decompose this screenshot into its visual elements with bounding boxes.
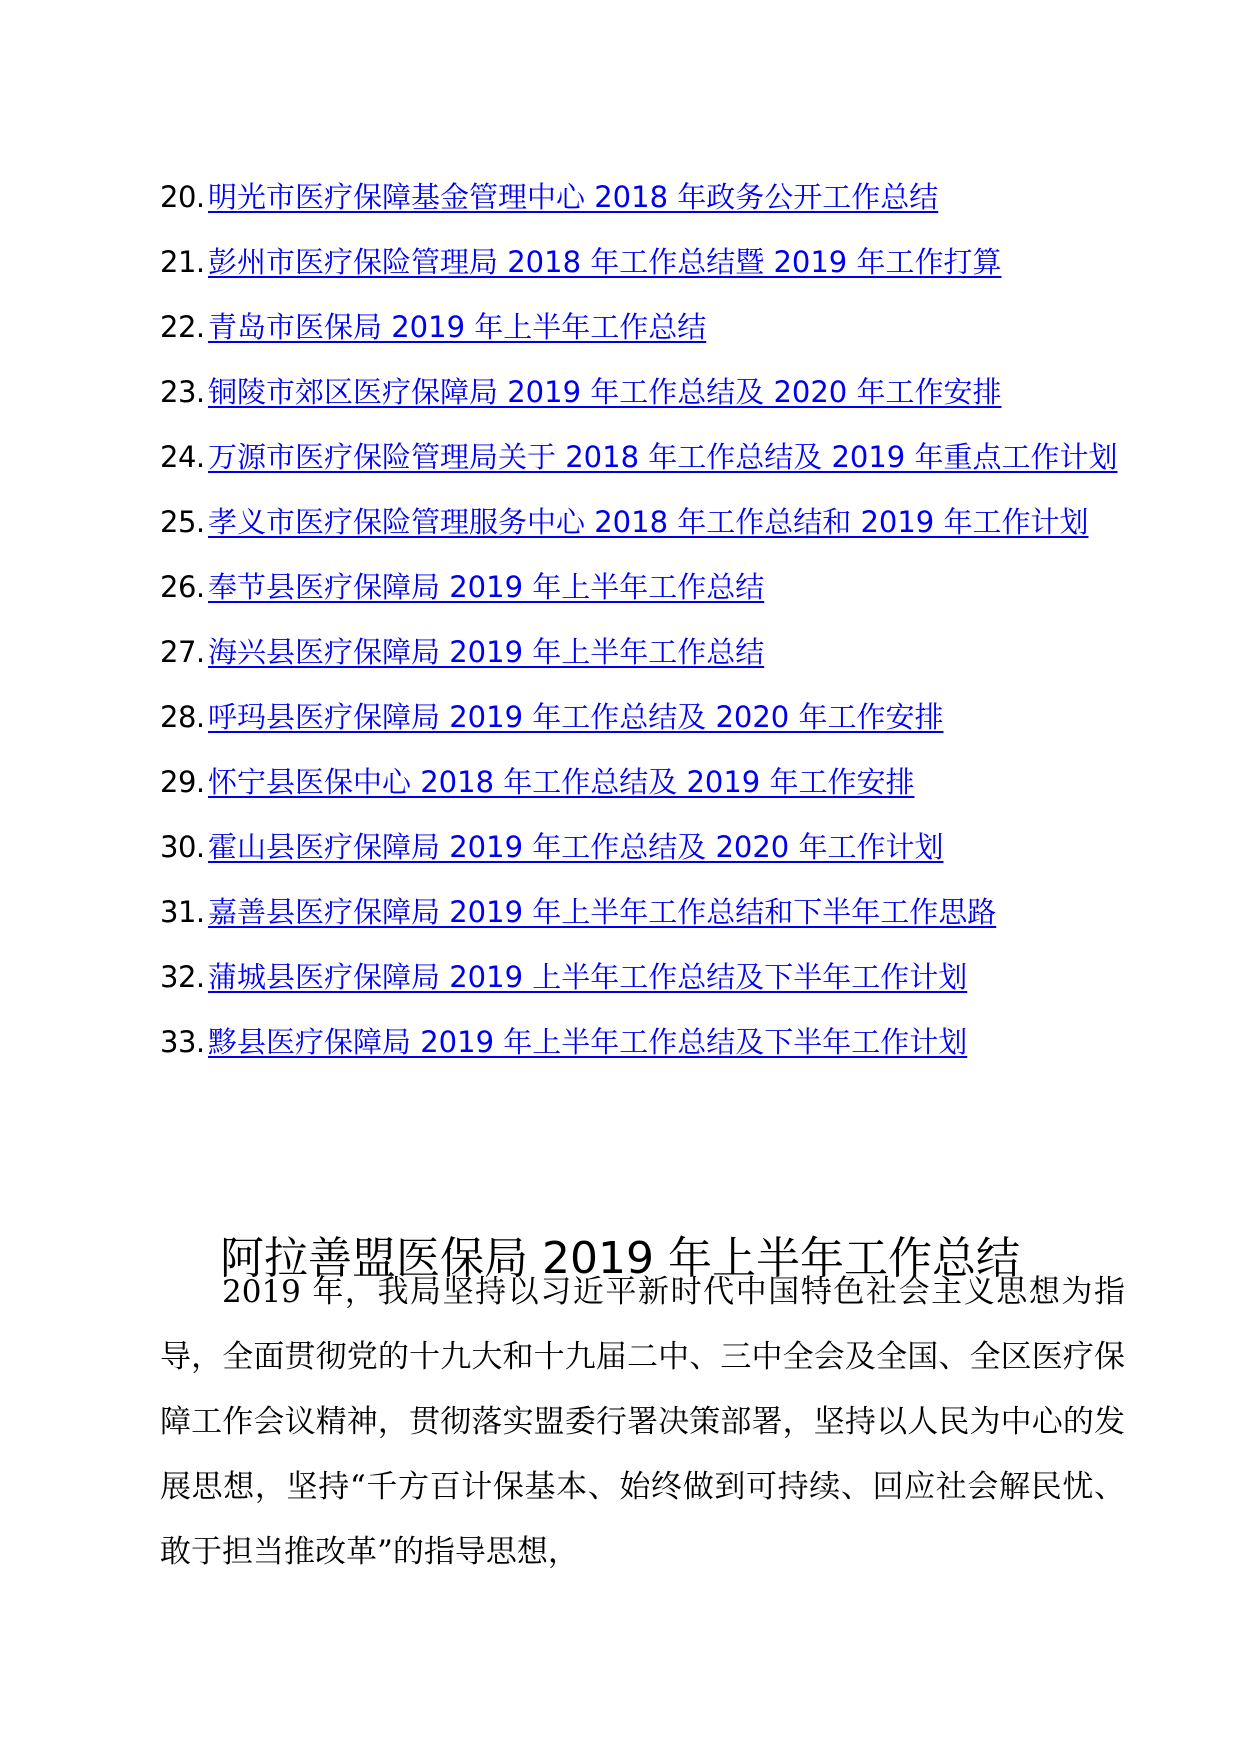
body-paragraph: 2019 年，我局坚持以习近平新时代中国特色社会主义思想为指导，全面贯彻党的十九大和十九届二中、三中全会及全国、全区医疗保障工作会议精神，贯彻落实盟委行署决策部署，坚持以人民为中心的发展思想，坚持“千方百计保基本、始终做到可持续、回应社会解民忧、敢于担当推改革”的指导思想， [160,1274,1125,1570]
toc-item [160,165,1120,230]
toc-link[interactable]: 万源市医疗保险管理局关于 2018 年工作总结及 2019 年重点工作计划 [208,440,1118,474]
toc-item-number: 33. [160,1025,205,1059]
toc-link[interactable]: 彭州市医疗保险管理局 2018 年工作总结暨 2019 年工作打算 [208,245,1002,279]
toc-link[interactable]: 海兴县医疗保障局 2019 年上半年工作总结 [208,635,765,669]
toc-item-number: 32. [160,960,205,994]
toc-item [160,815,1120,880]
toc-item-number: 24. [160,440,205,474]
document-title: 阿拉善盟医保局 2019 年上半年工作总结 [220,1233,1020,1285]
toc-item [160,490,1120,555]
toc-item [160,685,1120,750]
toc-item [160,750,1120,815]
toc-item [160,230,1120,295]
toc-item-number: 22. [160,310,205,344]
table-of-contents [160,165,1120,1075]
toc-item-number: 21. [160,245,205,279]
toc-item-number: 25. [160,505,205,539]
toc-link[interactable]: 呼玛县医疗保障局 2019 年工作总结及 2020 年工作安排 [208,700,944,734]
toc-link[interactable]: 奉节县医疗保障局 2019 年上半年工作总结 [208,570,765,604]
toc-link[interactable]: 铜陵市郊区医疗保障局 2019 年工作总结及 2020 年工作安排 [208,375,1002,409]
toc-link[interactable]: 黟县医疗保障局 2019 年上半年工作总结及下半年工作计划 [208,1025,968,1059]
toc-item [160,880,1120,945]
toc-item [160,295,1120,360]
toc-link[interactable]: 明光市医疗保障基金管理中心 2018 年政务公开工作总结 [208,180,939,214]
toc-link[interactable]: 蒲城县医疗保障局 2019 上半年工作总结及下半年工作计划 [208,960,968,994]
toc-item-number: 31. [160,895,205,929]
toc-item-number: 28. [160,700,205,734]
toc-link[interactable]: 孝义市医疗保险管理服务中心 2018 年工作总结和 2019 年工作计划 [208,505,1089,539]
toc-item [160,945,1120,1010]
toc-item [160,1010,1120,1075]
toc-link[interactable]: 青岛市医保局 2019 年上半年工作总结 [208,310,707,344]
toc-item-number: 23. [160,375,205,409]
toc-item [160,555,1120,620]
toc-link[interactable]: 霍山县医疗保障局 2019 年工作总结及 2020 年工作计划 [208,830,944,864]
toc-item-number: 29. [160,765,205,799]
toc-item [160,425,1120,490]
toc-item [160,360,1120,425]
toc-item-number: 30. [160,830,205,864]
toc-item-number: 20. [160,180,205,214]
toc-item [160,620,1120,685]
toc-item-number: 26. [160,570,205,604]
toc-item-number: 27. [160,635,205,669]
toc-link[interactable]: 嘉善县医疗保障局 2019 年上半年工作总结和下半年工作思路 [208,895,997,929]
toc-link[interactable]: 怀宁县医保中心 2018 年工作总结及 2019 年工作安排 [208,765,915,799]
